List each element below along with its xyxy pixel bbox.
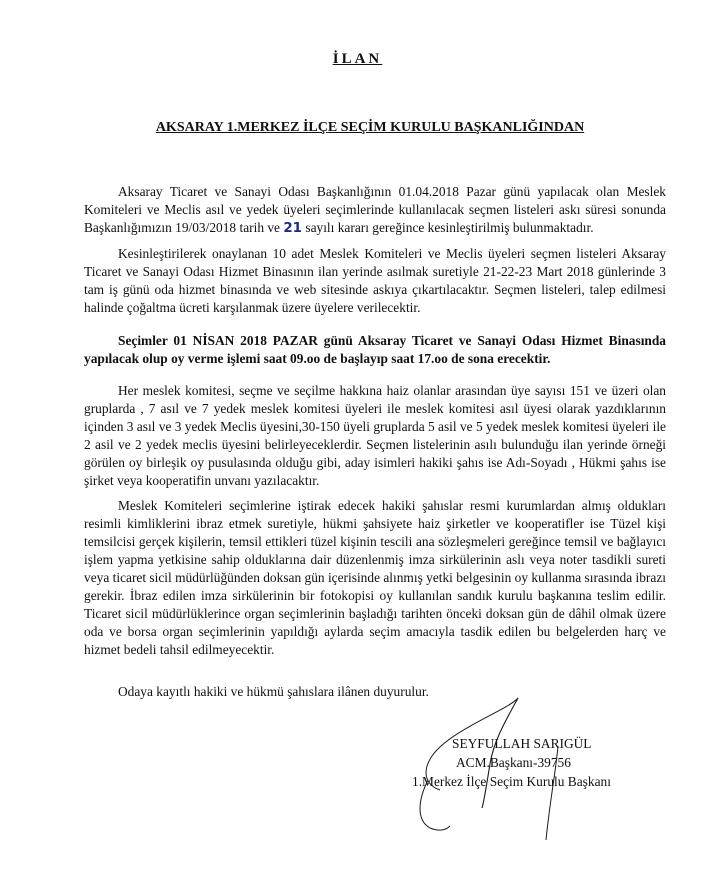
paragraph-election-date <box>84 332 666 368</box>
paragraph-committee-rules <box>84 382 666 490</box>
paragraph-identity-requirements <box>84 497 666 659</box>
document-title: İLAN <box>332 51 383 67</box>
signature-block <box>400 734 680 791</box>
signatory-role: 1.Merkez İlçe Seçim Kurulu Başkanı <box>412 774 611 789</box>
paragraph-text: Aksaray Ticaret ve Sanayi Odası Başkanlığının 01.04.2018 Pazar günü yapılacak olan Meslek Komiteleri ve Meclis asıl ve yedek üyeleri seçimlerinde kullanılacak seçmen listeleri askı süresi sonunda Başkanlığımızın 19/03/2018 tarih ve <box>84 184 666 235</box>
signatory-name: SEYFULLAH SARIGÜL <box>452 736 592 751</box>
signatory-title: ACM.Başkanı-39756 <box>456 755 571 770</box>
issuing-authority-heading: AKSARAY 1.MERKEZ İLÇE SEÇİM KURULU BAŞKANLIĞINDAN <box>155 120 585 135</box>
handwritten-decision-number: 21 <box>283 221 302 236</box>
paragraph-text: Seçimler 01 NİSAN 2018 PAZAR günü Aksaray Ticaret ve Sanayi Odası Hizmet Binasında yapılacak olup oy verme işlemi saat 09.oo de başlayıp saat 17.oo de sona erecektir. <box>84 333 666 366</box>
paragraph-text: Her meslek komitesi, seçme ve seçilme hakkına haiz olanlar arasından üye sayısı 151 ve üzeri olan gruplarda , 7 asıl ve 7 yedek meslek komitesi üyeleri ile meslek komitesi asıl üyesi olarak yazdıklarının içinden 3 asıl ve 3 yedek Meclis üyesini,30-150 üyeli gruplarda 5 asil ve 5 yedek meslek komitesi üyeleri ile 2 asil ve 2 yedek meclis üyesini belirleyeceklerdir. Seçmen listelerinin asılı bulunduğu ilan yerinde örneği görülen oy birleşik oy pusulasında olduğu gibi, aday isimleri hakiki şahıs ise Adı-Soyadı , Hükmi şahıs ise şirket veya kooperatifin unvanı yazılacaktır. <box>84 383 666 488</box>
paragraph-voter-lists-finalized <box>84 183 666 238</box>
paragraph-closing <box>84 683 666 701</box>
paragraph-text: Meslek Komiteleri seçimlerine iştirak edecek hakiki şahıslar resmi kurumlardan almış oldukları resimli kimliklerini ibraz etmek suretiyle, hükmi şahsiyete haiz şirketler ve kooperatifler ise Tüzel kişi temsilcisi gerçek kişilerin, temsil ettikleri tüzel kişinin tescili ana sözleşmeleri gereğince temsil ve bağlayıcı işlem yapma yetkisine sahip olduklarına dair düzenlenmiş imza sirkülerinin aslı veya noter tasdikli sureti veya ticaret sicil müdürlüğünden doksan gün içerisinde alınmış yetki belgesinin oy kullanma sırasında ibrazı gerekir. İbraz edilen imza sirkülerinin bir fotokopisi oy kullanılan sandık kurulu başkanına teslim edilir. Ticaret sicil müdürlüklerince organ seçimlerinin başladığı tarihten önceki doksan gün de dâhil olmak üzere oda ve borsa organ seçimlerinin yapıldığı aylarda seçim amacıyla tasdik edilen bu belgelerden harç ve hizmet bedeli tahsil edilmeyecektir. <box>84 498 666 657</box>
paragraph-text: Kesinleştirilerek onaylanan 10 adet Meslek Komiteleri ve Meclis üyeleri seçmen listeleri Aksaray Ticaret ve Sanayi Odası Hizmet Binasının ilan yerinde asılmak suretiyle 21-22-23 Mart 2018 günlerinde 3 tam iş günü oda hizmet binasında ve web sitesinde askıya çıkartılacaktır. Seçmen listeleri, talep edilmesi halinde çoğaltma ücreti karşılanmak üzere üyelere verilecektir. <box>84 246 666 315</box>
paragraph-text: Odaya kayıtlı hakiki ve hükmü şahıslara ilânen duyurulur. <box>118 684 429 699</box>
paragraph-text: sayılı kararı gereğince kesinleştirilmiş bulunmaktadır. <box>305 220 594 235</box>
paragraph-posting-schedule <box>84 245 666 317</box>
